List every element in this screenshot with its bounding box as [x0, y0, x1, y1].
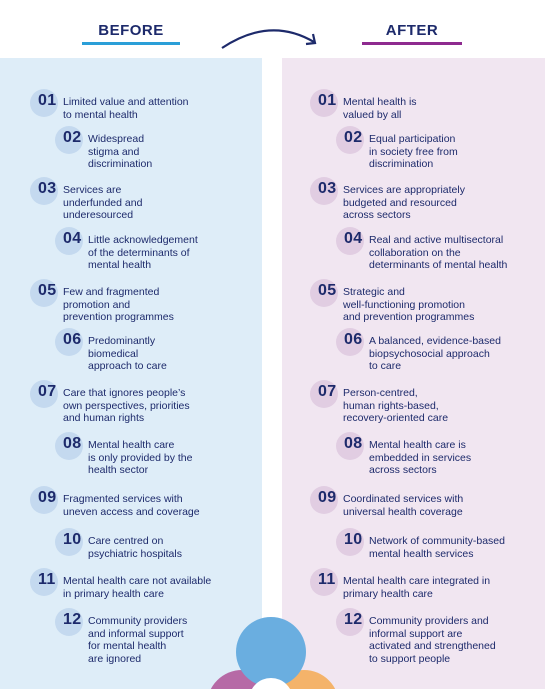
after-underline: [362, 42, 462, 45]
item-text: Coordinated services with universal health coverage: [343, 493, 464, 518]
item-number: 11: [38, 571, 56, 588]
item-text: Community providers and informal support for mental health are ignored: [88, 615, 188, 665]
item-number: 02: [344, 129, 363, 146]
item-text: Care that ignores people’s own perspectives, priorities and human rights: [63, 387, 190, 424]
item-number: 01: [318, 92, 337, 109]
item-number: 07: [38, 383, 57, 400]
item-number: 09: [318, 489, 337, 506]
item-number: 01: [38, 92, 57, 109]
before-item-4: [55, 227, 290, 279]
after-item-8: [336, 432, 545, 484]
item-number: 12: [344, 611, 363, 628]
before-item-7: [30, 380, 265, 432]
after-item-3: [310, 177, 545, 229]
item-text: A balanced, evidence-based biopsychosocial approach to care: [369, 335, 501, 372]
after-item-12: [336, 608, 545, 665]
item-text: Mental health is valued by all: [343, 96, 417, 121]
before-item-2: [55, 126, 290, 178]
item-text: Mental health care is embedded in services across sectors: [369, 439, 472, 476]
item-text: Person-centred, human rights-based, recovery-oriented care: [343, 387, 449, 424]
after-title: AFTER: [385, 22, 439, 39]
after-item-7: [310, 380, 545, 432]
item-text: Little acknowledgement of the determinants of mental health: [88, 234, 198, 271]
item-text: Mental health care not available in primary health care: [63, 575, 212, 600]
before-panel: [0, 58, 262, 689]
item-text: Few and fragmented promotion and prevention programmes: [63, 286, 174, 323]
item-text: Equal participation in society free from discrimination: [369, 133, 458, 170]
item-number: 03: [318, 180, 337, 197]
item-text: Mental health care integrated in primary health care: [343, 575, 491, 600]
item-number: 07: [318, 383, 337, 400]
after-item-4: [336, 227, 545, 279]
after-item-5: [310, 279, 545, 331]
item-number: 02: [63, 129, 82, 146]
item-text: Strategic and well-functioning promotion and prevention programmes: [343, 286, 475, 323]
item-number: 08: [63, 435, 82, 452]
before-item-5: [30, 279, 265, 331]
item-number: 05: [318, 282, 337, 299]
item-text: Mental health care is only provided by the health sector: [88, 439, 193, 476]
after-item-2: [336, 126, 545, 178]
item-number: 10: [63, 531, 82, 548]
before-item-6: [55, 328, 290, 380]
item-text: Services are appropriately budgeted and resourced across sectors: [343, 184, 465, 221]
item-text: Care centred on psychiatric hospitals: [88, 535, 182, 560]
item-number: 03: [38, 180, 57, 197]
item-text: Services are underfunded and underesourced: [63, 184, 143, 221]
curved-arrow-icon: [218, 22, 322, 52]
item-text: Network of community-based mental health services: [369, 535, 505, 560]
item-number: 12: [63, 611, 82, 628]
item-text: Community providers and informal support are activated and strengthened to support people: [369, 615, 496, 665]
item-text: Limited value and attention to mental health: [63, 96, 189, 121]
item-number: 08: [344, 435, 363, 452]
before-title: BEFORE: [98, 22, 164, 39]
item-number: 09: [38, 489, 57, 506]
after-item-6: [336, 328, 545, 380]
item-text: Predominantly biomedical approach to care: [88, 335, 167, 372]
before-item-3: [30, 177, 265, 229]
item-text: Widespread stigma and discrimination: [88, 133, 153, 170]
item-number: 04: [344, 230, 363, 247]
item-text: Fragmented services with uneven access and coverage: [63, 493, 200, 518]
item-text: Real and active multisectoral collaboration on the determinants of mental health: [369, 234, 508, 271]
after-panel: [282, 58, 545, 689]
before-item-12: [55, 608, 290, 665]
header: [0, 0, 545, 58]
before-item-8: [55, 432, 290, 484]
item-number: 05: [38, 282, 57, 299]
item-number: 11: [318, 571, 336, 588]
item-number: 06: [344, 331, 363, 348]
item-number: 06: [63, 331, 82, 348]
item-number: 10: [344, 531, 363, 548]
item-number: 04: [63, 230, 82, 247]
before-underline: [82, 42, 180, 45]
